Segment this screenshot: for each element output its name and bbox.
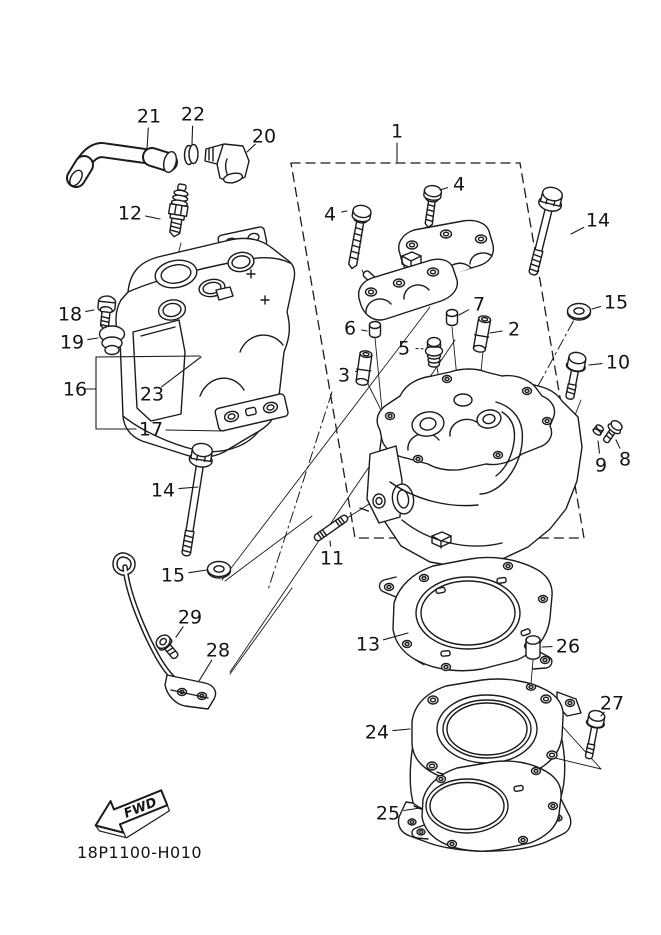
callout-label-4: 4 bbox=[323, 203, 337, 226]
callout-leader-10 bbox=[589, 364, 602, 365]
callout-label-26: 26 bbox=[555, 635, 581, 658]
callout-label-15: 15 bbox=[160, 564, 186, 587]
part-dowel-6 bbox=[370, 322, 381, 338]
callout-leader-21 bbox=[147, 128, 148, 149]
callout-leader-22 bbox=[192, 126, 193, 144]
callout-label-19: 19 bbox=[59, 331, 85, 354]
part-head-bolt-left bbox=[174, 442, 214, 558]
part-cap-bolt-left bbox=[343, 204, 372, 270]
part-valve-guide-3 bbox=[355, 350, 374, 386]
part-cap-bolt-right bbox=[419, 185, 442, 229]
callout-label-13: 13 bbox=[355, 633, 381, 656]
part-plug-cap-clip bbox=[185, 145, 199, 165]
part-camshaft-cap-lower bbox=[359, 259, 458, 320]
callout-leader-14 bbox=[179, 487, 198, 489]
callout-label-28: 28 bbox=[205, 639, 231, 662]
callout-label-21: 21 bbox=[136, 105, 162, 128]
part-spark-plug bbox=[165, 183, 191, 238]
part-exhaust-stud bbox=[313, 514, 349, 542]
callout-leader-3 bbox=[356, 371, 358, 372]
callout-label-7: 7 bbox=[472, 293, 486, 316]
part-washer-right bbox=[568, 304, 591, 321]
part-base-gasket bbox=[412, 761, 561, 851]
callout-leader-28 bbox=[199, 660, 212, 681]
callout-label-25: 25 bbox=[375, 802, 401, 825]
part-screw-8 bbox=[599, 418, 624, 446]
callout-label-4: 4 bbox=[452, 173, 466, 196]
callout-label-5: 5 bbox=[397, 337, 411, 360]
part-cylinder-head bbox=[367, 369, 582, 568]
callout-label-18: 18 bbox=[57, 303, 83, 326]
part-valve-guide-2 bbox=[472, 315, 492, 353]
callout-label-17: 17 bbox=[138, 418, 164, 441]
callout-leader-14 bbox=[571, 227, 584, 234]
part-head-bolt-right bbox=[521, 185, 565, 277]
part-breather-hose bbox=[67, 150, 178, 188]
callout-label-14: 14 bbox=[150, 479, 176, 502]
callout-label-20: 20 bbox=[251, 125, 277, 148]
callout-leader-24 bbox=[393, 729, 410, 731]
part-bolt-10 bbox=[560, 351, 588, 401]
callout-label-1: 1 bbox=[390, 120, 404, 143]
part-washer-9 bbox=[592, 424, 605, 437]
callout-leader-9 bbox=[598, 441, 600, 453]
callout-label-24: 24 bbox=[364, 721, 390, 744]
callout-label-10: 10 bbox=[605, 351, 631, 374]
callout-label-6: 6 bbox=[343, 317, 357, 340]
callout-leader-18 bbox=[86, 310, 94, 311]
callout-leader-19 bbox=[88, 338, 98, 340]
callout-leader-12 bbox=[146, 216, 160, 219]
callout-leader-6 bbox=[362, 330, 367, 331]
callout-leader-4 bbox=[440, 188, 448, 190]
callout-label-3: 3 bbox=[337, 364, 351, 387]
callout-label-15: 15 bbox=[603, 291, 629, 314]
fwd-indicator bbox=[89, 782, 173, 847]
callout-leader-15 bbox=[592, 307, 601, 310]
callout-label-23: 23 bbox=[139, 383, 165, 406]
callout-label-14: 14 bbox=[585, 209, 611, 232]
callout-leader-11 bbox=[330, 541, 331, 546]
part-bolt-27 bbox=[580, 709, 607, 760]
part-dowel-26 bbox=[526, 636, 540, 659]
callout-label-8: 8 bbox=[618, 448, 632, 471]
callout-leader-15 bbox=[189, 570, 207, 573]
fwd-arrow-label: FWD bbox=[121, 795, 160, 822]
callout-label-11: 11 bbox=[319, 547, 345, 570]
part-cover-bolt bbox=[96, 295, 116, 330]
callout-leader-5 bbox=[416, 349, 426, 350]
callout-leader-7 bbox=[459, 310, 469, 315]
callout-label-22: 22 bbox=[180, 103, 206, 126]
callout-label-12: 12 bbox=[117, 202, 143, 225]
callout-label-27: 27 bbox=[599, 692, 625, 715]
callout-label-9: 9 bbox=[594, 454, 608, 477]
part-dowel-7 bbox=[447, 310, 458, 326]
part-washer-left bbox=[208, 562, 231, 579]
callout-label-2: 2 bbox=[507, 318, 521, 341]
callout-leader-4 bbox=[342, 211, 347, 212]
drawing-code: 18P1100-H010 bbox=[77, 843, 203, 862]
callout-label-16: 16 bbox=[62, 378, 88, 401]
callout-label-29: 29 bbox=[177, 606, 203, 629]
callout-leader-8 bbox=[616, 440, 620, 448]
part-spark-plug-cap bbox=[205, 144, 249, 184]
callout-leader-2 bbox=[490, 331, 502, 333]
